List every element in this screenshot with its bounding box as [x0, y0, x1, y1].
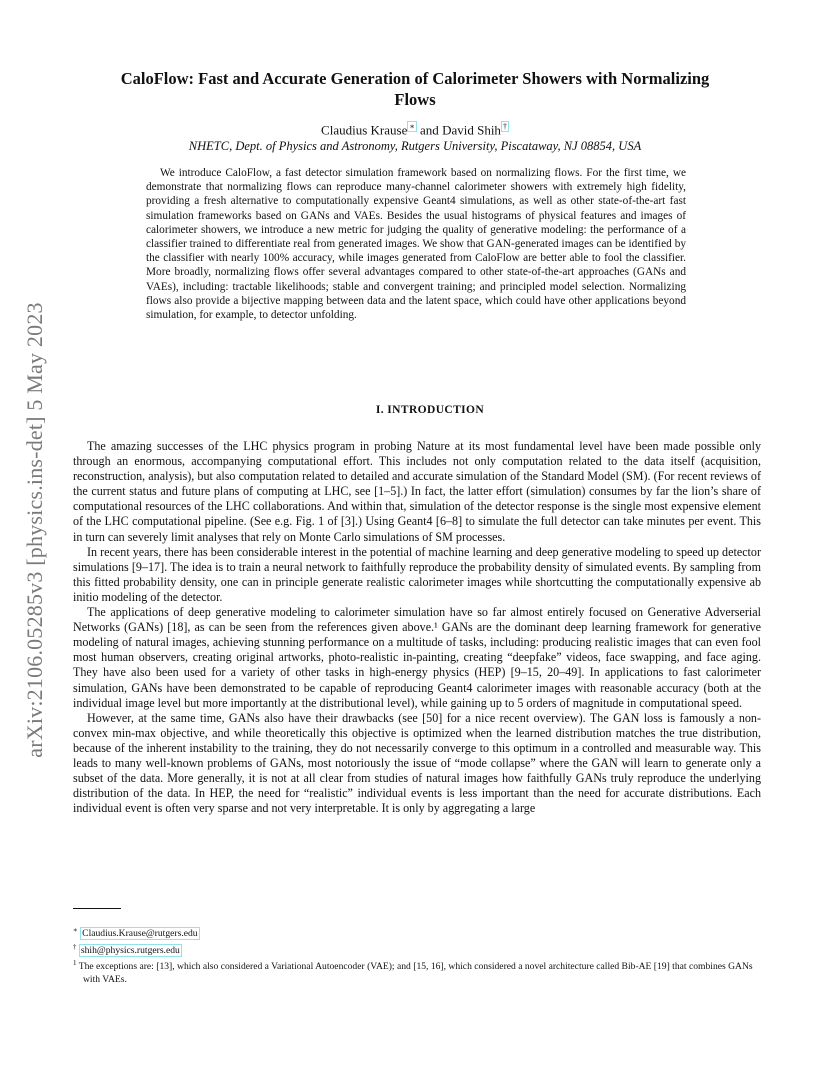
footnotes	[73, 924, 761, 987]
footnote-text: The exceptions are: [13], which also considered a Variational Autoencoder (VAE); and [15, 16], which considered a novel architecture called Bib-AE [19] that combines GANs with VAEs.	[78, 961, 753, 986]
author-separator: and	[416, 122, 443, 138]
paper-title	[80, 68, 750, 110]
footnote-mark: 1	[73, 959, 77, 968]
author-list	[80, 122, 750, 138]
author-name: Claudius Krause	[321, 122, 408, 138]
footnote-link[interactable]: †	[502, 122, 507, 131]
paper-title-line-1: CaloFlow: Fast and Accurate Generation of Calorimeter Showers with Normalizing	[120, 69, 710, 88]
footnote-mark: ∗	[73, 926, 78, 934]
footnote	[73, 957, 761, 986]
footnote	[73, 924, 761, 941]
paragraph: In recent years, there has been considerable interest in the potential of machine learning and deep generative modeling to speed up detector simulations [9–17]. The idea is to train a neural network to faithfully reproduce the probability density of simulated events. By sampling from this fitted probability density, one can in principle generate realistic calorimeter images while shortcutting the computationally expensive ab initio modeling of the detector.	[73, 544, 761, 604]
footnote	[73, 941, 761, 958]
arxiv-id-label: arXiv:2106.05285v3 [physics.ins-det] 5 May 2023	[22, 302, 47, 758]
affiliation: NHETC, Dept. of Physics and Astronomy, Rutgers University, Piscataway, NJ 08854, USA	[188, 139, 642, 153]
author-name: David Shih	[442, 122, 501, 138]
footnote-link[interactable]: ∗	[409, 122, 415, 131]
footnote-mark: †	[73, 942, 77, 951]
paragraph: However, at the same time, GANs also have their drawbacks (see [50] for a nice recent overview). The GAN loss is famously a non-convex min-max objective, and while theoretically this objective is optimized when the learned distribution matches the true distribution, because of the inherent instability to the training, they do not necessarily converge to this optimum in a controlled and measurable way. This leads to many well-known problems of GANs, most notoriously the issue of “mode collapse” where the GAN will learn to generate only a subset of the data. More generally, it is not at all clear from studies of natural images how faithfully GANs truly reproduce the underlying distribution of the data. In HEP, the need for “realistic” individual events is less important than the need for accurate distributions. Each individual event is often very sparse and not very interpretable. It is only by aggregating a large	[73, 710, 761, 816]
abstract: We introduce CaloFlow, a fast detector simulation framework based on normalizing flows. For the first time, we demonstrate that normalizing flows can reproduce many-channel calorimeter showers with extremely high fidelity, providing a fresh alternative to computationally expensive Geant4 simulations, as well as other state-of-the-art fast simulation frameworks based on GANs and VAEs. Besides the usual histograms of physical features and images of calorimeter showers, we introduce a new metric for judging the quality of generative modeling: the performance of a classifier trained to differentiate real from generated images. We show that GAN-generated images can be identified by the classifier with nearly 100% accuracy, while images generated from CaloFlow are better able to fool the classifier. More broadly, normalizing flows offer several advantages compared to other state-of-the-art approaches (GANs and VAEs), including: tractable likelihoods; stable and convergent training; and principled model selection. Normalizing flows also provide a bijective mapping between data and the latent space, which could have other applications beyond simulation, for example, to detector unfolding.	[146, 167, 686, 322]
paragraph: The applications of deep generative modeling to calorimeter simulation have so far almost entirely focused on Generative Adverserial Networks (GANs) [18], as can be seen from the references given above.¹ GANs are the dominant deep learning framework for generative modeling of natural images, achieving stunning performance on a multitude of tasks, including: producing realistic images that can even fool most human observers, creating original artworks, photo-realistic in-painting, creating “deepfake” videos, face swapping, and face aging. They have also been used for a variety of other tasks in high-energy physics (HEP) [9–15, 20–49]. In applications to fast calorimeter simulation, GANs have been demonstrated to be capable of reproducing Geant4 calorimeter images with reasonable accuracy (both at the individual image level but more importantly at the distributional level), while gaining up to 5 orders of magnitude in computational speed.	[73, 605, 761, 710]
email-link[interactable]: Claudius.Krause@rutgers.edu	[82, 928, 198, 940]
section-heading: I. INTRODUCTION	[375, 404, 485, 416]
paper-title-line-2: Flows	[394, 90, 436, 109]
footnote-divider	[73, 908, 121, 909]
arxiv-sidebar-stamp	[18, 250, 52, 810]
paragraph: The amazing successes of the LHC physics program in probing Nature at its most fundamental level have been made possible only through an enormous, accompanying computational effort. This includes not only computation related to the data itself (acquisition, reconstruction, analysis), but also computation related to detailed and accurate simulation of the Standard Model (SM). (For recent reviews of the current status and future plans of computing at LHC, see [1–5].) In fact, the latter effort (simulation) consumes by far the lion’s share of computational resources of the LHC collaborations. And within that, simulation of the detector response is the single most expensive element of the LHC computational pipeline. (See e.g. Fig. 1 of [3].) Using Geant4 [6–8] to simulate the full detector can take minutes per event. This in turn can severely limit analyses that rely on Monte Carlo simulations of SM processes.	[73, 439, 761, 544]
body-text	[73, 439, 761, 816]
email-link[interactable]: shih@physics.rutgers.edu	[80, 944, 180, 956]
